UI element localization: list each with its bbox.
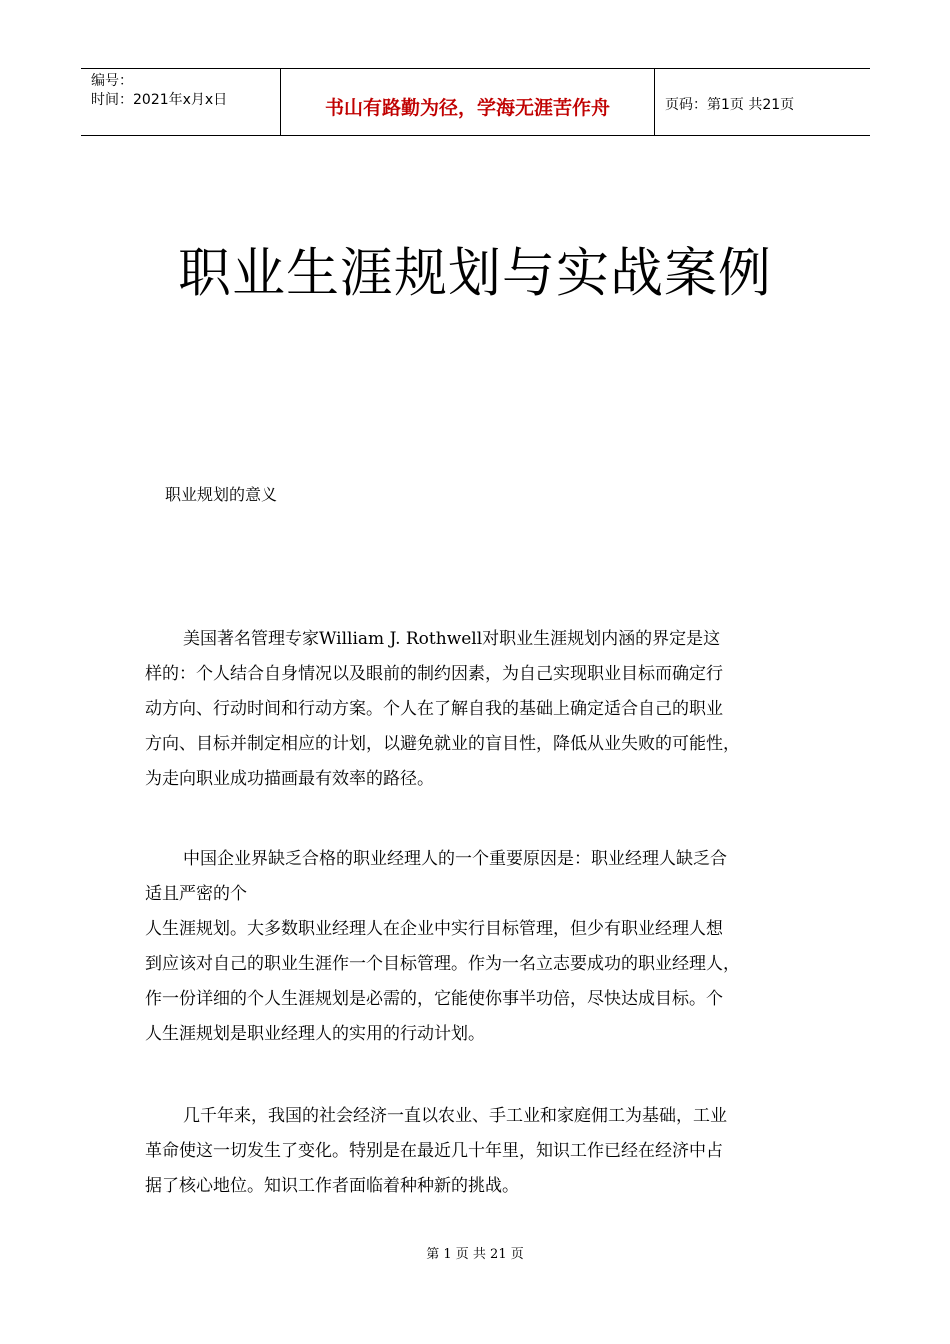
paragraph-line: 样的：个人结合自身情况以及眼前的制约因素，为自己实现职业目标而确定行 bbox=[145, 664, 723, 684]
paragraph-line: 几千年来，我国的社会经济一直以农业、手工业和家庭佣工为基础，工业 bbox=[183, 1106, 727, 1126]
page-header bbox=[81, 68, 870, 136]
paragraph-rothwell-definition bbox=[145, 622, 807, 797]
document-number-label: 编号： bbox=[91, 73, 133, 89]
paragraph-knowledge-work bbox=[145, 1099, 807, 1204]
paragraph-line: 方向、目标并制定相应的计划，以避免就业的盲目性，降低从业失败的可能性， bbox=[145, 734, 740, 754]
paragraph-line: 中国企业界缺乏合格的职业经理人的一个重要原因是：职业经理人缺乏合 bbox=[183, 849, 727, 869]
document-time-label: 时间：2021年x月x日 bbox=[91, 92, 228, 108]
document-title: 职业生涯规划与实战案例 bbox=[178, 243, 772, 304]
paragraph-line: 动方向、行动时间和行动方案。个人在了解自我的基础上确定适合自己的职业 bbox=[145, 699, 723, 719]
section-heading: 职业规划的意义 bbox=[165, 485, 278, 504]
paragraph-line: 人生涯规划是职业经理人的实用的行动计划。 bbox=[145, 1024, 485, 1044]
paragraph-line: 适且严密的个 bbox=[145, 884, 247, 904]
paragraph-line: 人生涯规划。大多数职业经理人在企业中实行目标管理，但少有职业经理人想 bbox=[145, 919, 723, 939]
paragraph-line: 到应该对自己的职业生涯作一个目标管理。作为一名立志要成功的职业经理人， bbox=[145, 954, 740, 974]
paragraph-manager-planning bbox=[145, 842, 807, 1052]
paragraph-line: 据了核心地位。知识工作者面临着种种新的挑战。 bbox=[145, 1176, 519, 1196]
paragraph-line: 为走向职业成功描画最有效率的路径。 bbox=[145, 769, 434, 789]
page-footer: 第 1 页 共 21 页 bbox=[426, 1247, 524, 1262]
paragraph-line: 美国著名管理专家William J. Rothwell对职业生涯规划内涵的界定是这 bbox=[183, 629, 721, 649]
paragraph-line: 革命使这一切发生了变化。特别是在最近几十年里，知识工作已经在经济中占 bbox=[145, 1141, 723, 1161]
header-page-info: 页码：第1页 共21页 bbox=[665, 97, 795, 113]
header-meta-cell bbox=[81, 69, 281, 135]
paragraph-line: 作一份详细的个人生涯规划是必需的，它能使你事半功倍，尽快达成目标。个 bbox=[145, 989, 723, 1009]
header-motto: 书山有路勤为径，学海无涯苦作舟 bbox=[281, 69, 655, 135]
